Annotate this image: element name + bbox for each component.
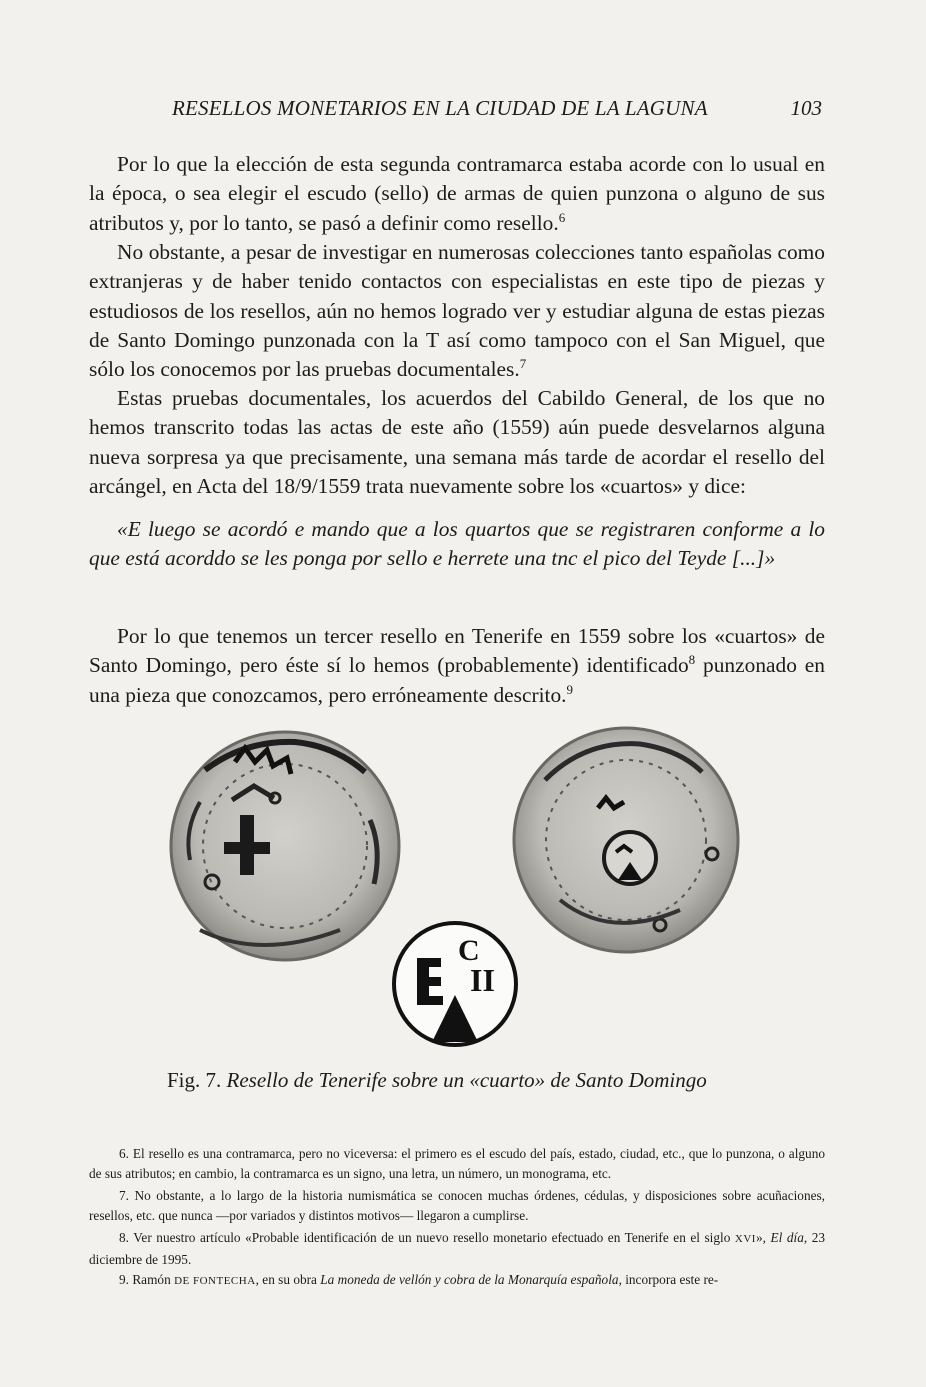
page-number: 103 xyxy=(790,96,822,120)
footnote-6-number: 6. xyxy=(119,1146,129,1161)
paragraph-4-text-a: Por lo que tenemos un tercer resello en Tenerife en 1559 sobre los «cuartos» de Santo Domingo, pero éste sí lo hemos (probablemente) identificado xyxy=(89,624,825,678)
coin-obverse xyxy=(171,732,399,960)
footnote-9-author-prefix: Ramón xyxy=(132,1272,175,1287)
footnote-9-author: DE FONTECHA xyxy=(174,1275,256,1287)
footnote-9 xyxy=(89,1270,825,1292)
paragraph-4-text-b: punzonado en una pieza que conozcamos, pero erróneamente descrito. xyxy=(89,653,825,707)
paragraph-1-text: Por lo que la elección de esta segunda contramarca estaba acorde con lo usual en la época, o sea elegir el escudo (sello) de armas de quien punzona o alguno de sus atributos y, por lo tanto, se pasó a definir como resello. xyxy=(89,152,825,235)
figure-caption-text: Resello de Tenerife sobre un «cuarto» de Santo Domingo xyxy=(226,1068,707,1092)
countermark-stamp xyxy=(394,923,516,1045)
footnote-ref-8: 8 xyxy=(688,652,696,668)
footnote-9-end: , incorpora este re- xyxy=(618,1272,719,1287)
footnote-8-close: », xyxy=(755,1230,771,1245)
footnote-7 xyxy=(89,1186,825,1225)
stamp-letter-c: C xyxy=(458,934,480,967)
paragraph-3-text: Estas pruebas documentales, los acuerdos del Cabildo General, de los que no hemos transcrito todas las actas de este año (1559) aún puede desvelarnos alguna nueva sorpresa ya que precisamente, una semana más tarde de acordar el resello del arcángel, en Acta del 18/9/1559 trata nuevamente sobre los «cuartos» y dice: xyxy=(89,386,825,498)
footnote-ref-9: 9 xyxy=(566,681,573,697)
footnote-7-text: No obstante, a lo largo de la historia numismática se conocen muchas órdenes, cédulas, y disposiciones sobre acuñaciones, resellos, etc. que nunca —por variados y distintos motivos— llegaron a cumplirse. xyxy=(89,1188,825,1223)
coin-reverse xyxy=(514,728,738,952)
footnote-8-journal: El día xyxy=(770,1230,804,1245)
footnote-7-number: 7. xyxy=(119,1188,129,1203)
figure-caption xyxy=(167,1068,767,1093)
footnote-ref-7: 7 xyxy=(519,356,527,372)
paragraph-2-text: No obstante, a pesar de investigar en numerosas colecciones tanto españolas como extranjeras y de haber tenido contactos con especialistas en este tipo de piezas y estudiosos de los resellos, aún no hemos logrado ver y estudiar alguna de estas piezas de Santo Domingo punzonada con la T así como tampoco con el San Miguel, que sólo los conocemos por las pruebas documentales. xyxy=(89,240,825,382)
footnote-8-number: 8. xyxy=(119,1230,129,1245)
footnote-9-mid: , en su obra xyxy=(255,1272,321,1287)
footnote-8-date: , 23 diciembre de 1995. xyxy=(89,1230,826,1267)
running-title: RESELLOS MONETARIOS EN LA CIUDAD DE LA LAGUNA xyxy=(172,96,708,120)
footnote-8-text: Ver nuestro artículo «Probable identificación de un nuevo resello monetario efectuado en Tenerife en el siglo xyxy=(133,1230,731,1245)
footnote-6 xyxy=(89,1144,825,1183)
footnote-8-century: XVI xyxy=(734,1233,756,1245)
footnote-9-number: 9. xyxy=(119,1272,129,1287)
footnote-ref-6: 6 xyxy=(558,209,566,225)
stamp-letters-ii: II xyxy=(470,962,495,998)
footnote-9-work: La moneda de vellón y cobra de la Monarquía española xyxy=(320,1272,619,1287)
stamp-tower-glyph xyxy=(417,958,443,1005)
quoted-act-text: «E luego se acordó e mando que a los quartos que se registraren conforme a lo que está acorddo se les ponga por sello e herrete una tnc el pico del Teyde [...]» xyxy=(89,517,825,571)
figure-caption-label: Fig. 7. xyxy=(167,1068,222,1092)
footnote-6-text: El resello es una contramarca, pero no viceversa: el primero es el escudo del país, estado, ciudad, etc., que lo punzona, o alguno de sus atributos; en cambio, la contramarca es un signo, una letra, un número, un monograma, etc. xyxy=(89,1146,825,1181)
footnote-8 xyxy=(89,1228,825,1269)
